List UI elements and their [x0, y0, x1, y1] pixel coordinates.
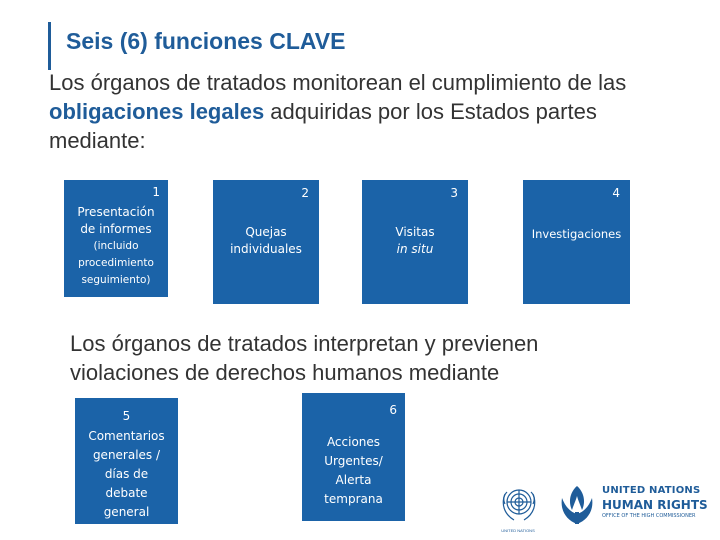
- un-caption: UNITED NATIONS: [501, 528, 535, 533]
- box-5-line2: generales /: [92, 448, 161, 462]
- ohchr-emblem-icon: [554, 480, 600, 530]
- box-1-line2: de informes: [80, 222, 152, 236]
- title-accent-bar: [48, 22, 51, 70]
- box-5-line4: debate: [105, 486, 148, 500]
- logos-area: [492, 476, 712, 536]
- ohchr-line3: OFFICE OF THE HIGH COMMISSIONER: [602, 513, 696, 519]
- box-1-number-line: [64, 184, 168, 201]
- box-1-sub3: seguimiento): [81, 274, 151, 286]
- box-4-line1: Investigaciones: [531, 227, 622, 241]
- ohchr-line1: UNITED NATIONS: [602, 485, 701, 496]
- box-1-line1: Presentación: [77, 205, 155, 219]
- box-3-line2: in situ: [396, 242, 434, 256]
- box-5-number: 5: [122, 409, 131, 423]
- intro-highlight: obligaciones legales: [49, 99, 265, 124]
- box-4-number: 4: [612, 186, 620, 200]
- un-emblem-icon: [498, 482, 540, 526]
- second-paragraph: Los órganos de tratados interpretan y previenen violaciones de derechos humanos mediante: [70, 331, 539, 385]
- box-5-line5: general: [103, 505, 150, 519]
- function-box-3: [362, 180, 468, 304]
- box-1-sub1: (incluido: [93, 240, 139, 252]
- ohchr-wordmark: [602, 484, 708, 520]
- box-6-line2: Urgentes/: [324, 454, 383, 468]
- function-box-2: [213, 180, 319, 304]
- function-box-1: [64, 180, 168, 297]
- box-1-sub2: procedimiento: [78, 257, 154, 269]
- box-5-line3: días de: [104, 467, 149, 481]
- box-2-number: 2: [301, 186, 309, 200]
- box-6-line1: Acciones: [326, 435, 381, 449]
- ohchr-line2: HUMAN RIGHTS: [602, 498, 708, 512]
- intro-text-2: adquiridas por los Estados partes mediante:: [49, 99, 597, 153]
- box-6-number: 6: [389, 403, 397, 417]
- box-3-line1: Visitas: [395, 225, 435, 239]
- box-1-number: 1: [152, 185, 160, 199]
- page-title: Seis (6) funciones CLAVE: [66, 28, 346, 54]
- intro-paragraph: [49, 68, 669, 155]
- function-box-4: [523, 180, 630, 304]
- box-6-line4: temprana: [324, 492, 383, 506]
- function-box-5: [75, 398, 178, 524]
- intro-text-1: Los órganos de tratados monitorean el cumplimiento de las: [49, 70, 627, 95]
- box-3-number: 3: [450, 186, 458, 200]
- box-2-line2: individuales: [230, 242, 302, 256]
- box-5-line1: Comentarios: [88, 429, 165, 443]
- box-6-line3: Alerta: [335, 473, 372, 487]
- function-box-6: [302, 393, 405, 521]
- box-2-line1: Quejas: [245, 225, 287, 239]
